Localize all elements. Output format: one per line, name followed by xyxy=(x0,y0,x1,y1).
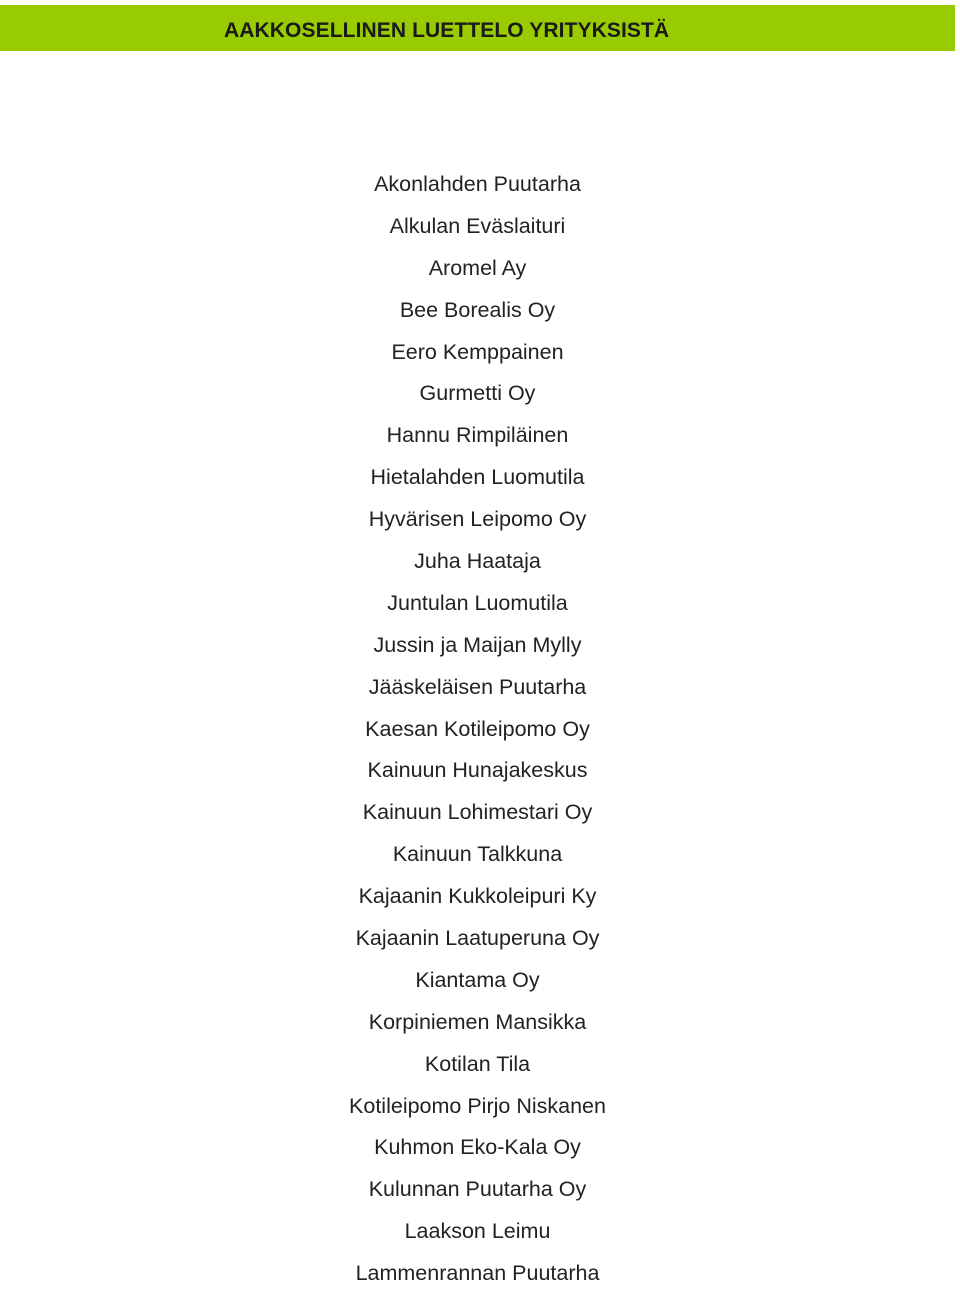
company-item: Kajaanin Kukkoleipuri Ky xyxy=(358,884,597,909)
company-item: Kulunnan Puutarha Oy xyxy=(368,1177,587,1202)
company-item: Aromel Ay xyxy=(428,255,527,280)
company-item: Gurmetti Oy xyxy=(419,381,536,406)
company-item: Juntulan Luomutila xyxy=(387,590,568,615)
company-item: Kainuun Talkkuna xyxy=(392,842,563,867)
company-item: Hietalahden Luomutila xyxy=(370,465,585,490)
company-item: Kaesan Kotileipomo Oy xyxy=(365,716,590,741)
company-list xyxy=(0,164,955,1295)
company-item: Korpiniemen Mansikka xyxy=(368,1009,587,1034)
company-item: Kajaanin Laatuperuna Oy xyxy=(355,926,600,951)
company-item: Kainuun Lohimestari Oy xyxy=(362,800,593,825)
company-item: Hyvärisen Leipomo Oy xyxy=(368,507,587,532)
company-item: Kuhmon Eko-Kala Oy xyxy=(374,1135,581,1160)
company-item: Jääskeläisen Puutarha xyxy=(368,674,587,699)
company-item: Juha Haataja xyxy=(414,549,541,574)
page-title: AAKKOSELLINEN LUETTELO YRITYKSISTÄ xyxy=(224,19,670,42)
company-item: Kotilan Tila xyxy=(424,1051,531,1076)
company-item: Kotileipomo Pirjo Niskanen xyxy=(349,1093,606,1118)
company-item: Alkulan Eväslaituri xyxy=(389,213,566,238)
company-item: Laakson Leimu xyxy=(404,1219,551,1244)
company-item: Kainuun Hunajakeskus xyxy=(367,758,588,783)
company-item: Jussin ja Maijan Mylly xyxy=(373,632,582,657)
company-item: Eero Kemppainen xyxy=(391,339,564,364)
company-item: Hannu Rimpiläinen xyxy=(386,423,569,448)
company-item: Akonlahden Puutarha xyxy=(374,172,581,196)
company-item: Lammenrannan Puutarha xyxy=(355,1261,600,1286)
company-item: Kiantama Oy xyxy=(415,967,540,992)
company-item: Bee Borealis Oy xyxy=(399,297,556,322)
